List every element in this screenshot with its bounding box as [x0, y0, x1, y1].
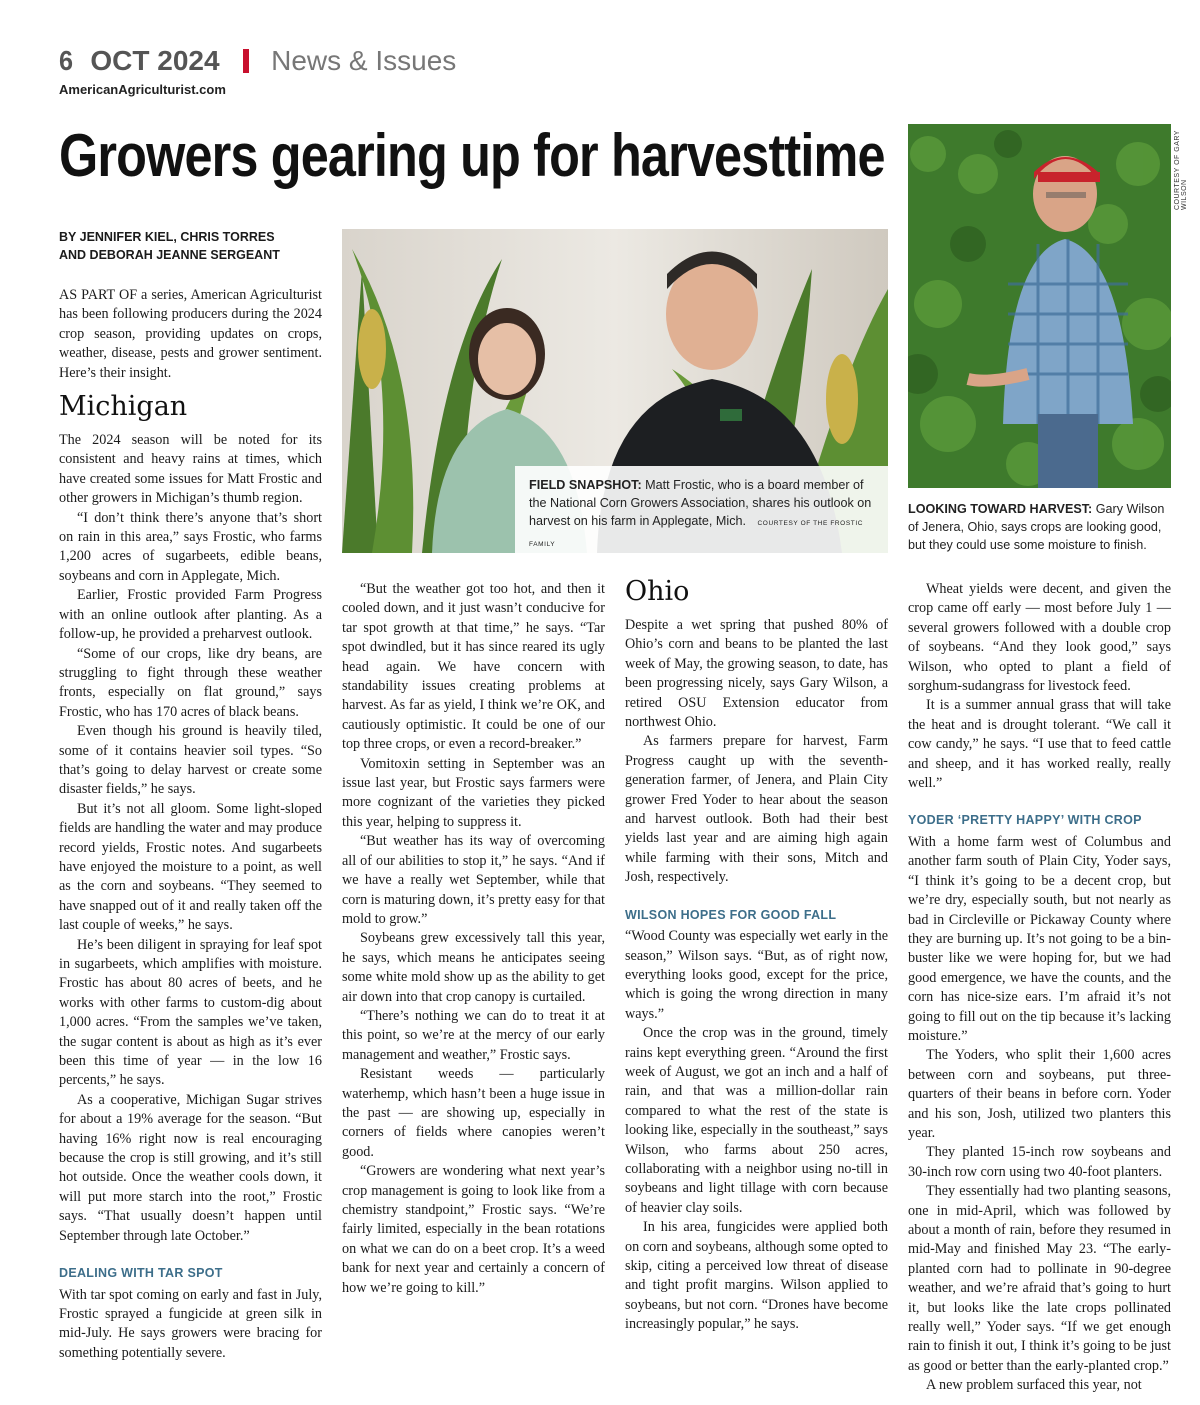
paragraph: The 2024 season will be noted for its consistent and heavy rains at times, which have created some issues for Matt Frostic and other growers in Michigan’s thumb region.: [59, 432, 322, 507]
paragraph: With a home farm west of Columbus and another farm south of Plain City, Yoder says, “I think it’s going to be a decent crop, but we’re dry, especially south, but not nearly as bad in Circleville or Pickaway County where they are burning up. It’s not going to be a bin-buster like we were hoping for, but we had good emergence, we have the counts, and the corn has nice-size ears. I’m afraid it’s not going to fill out on the tip because it’s lacking moisture.”: [908, 833, 1171, 1044]
paragraph: It is a summer annual grass that will take the heat and is drought tolerant. “We call it cow candy,” he says. “I use that to feed cattle and sheep, and it has worked really, really well.”: [908, 697, 1171, 792]
paragraph: Soybeans grew excessively tall this year, he says, which means he anticipates seeing some white mold show up as the ability to get air down into that crop canopy is curtailed.: [342, 930, 605, 1005]
paragraph: But it’s not all gloom. Some light-sloped fields are handling the water and may produce record yields, Frostic notes. And sugarbeets have enjoyed the moisture to a point, as well as the corn and soybeans. “They seemed to have snapped out of it and really taken off the last couple of weeks,” he says.: [59, 800, 322, 934]
paragraph: As a cooperative, Michigan Sugar strives for about a 19% average for the season. “But having 16% right now is real encouraging because the crop is still growing, and it’s still hot outside. Once the weather cools down, it will put more starch into the root,” Frostic says. “That usually doesn’t happen until September through late October.”: [59, 1091, 322, 1244]
paragraph: Despite a wet spring that pushed 80% of Ohio’s corn and beans to be planted the last week of May, the growing season, to date, has been progressing nicely, says Gary Wilson, a retired OSU Extension educator from northwest Ohio.: [625, 617, 888, 731]
issue-date: OCT 2024: [90, 45, 220, 76]
paragraph: “But weather has its way of overcoming all of our abilities to stop it,” he says. “And if we have a really wet September, while that corn is maturing down, it’s pretty easy for that mold to grow.”: [342, 833, 605, 927]
michigan-heading: Michigan: [59, 391, 188, 423]
page-header: [59, 44, 456, 78]
caption-label: LOOKING TOWARD HARVEST:: [908, 502, 1093, 516]
yoder-heading: YODER ‘PRETTY HAPPY’ WITH CROP: [908, 813, 1142, 828]
photo-wilson-credit: COURTESY OF GARY WILSON: [1174, 130, 1188, 210]
page-number: 6: [59, 45, 74, 76]
byline-line-2: AND DEBORAH JEANNE SERGEANT: [59, 248, 280, 262]
column-1: [59, 286, 322, 1363]
paragraph: In his area, fungicides were applied both on corn and soybeans, although some opted to skip, citing a perceived low threat of disease and tight profit margins. Wilson applied to soybeans, but not corn. “Drones have become increasingly popular,” he says.: [625, 1219, 888, 1333]
paragraph: Once the crop was in the ground, timely rains kept everything green. “Around the first week of August, we got an inch and a half of rain, and that was a million-dollar rain compared to what the rest of the state is looking like, especially in the southeast,” says Wilson, who farms about 250 acres, collaborating with a neighbor using no-till in soybeans and light tillage with corn because of heavier clay soils.: [625, 1025, 888, 1216]
section-name: News & Issues: [271, 45, 457, 76]
column-4: [908, 580, 1171, 1396]
paragraph: “I don’t think there’s anyone that’s short on rain in this area,” says Frostic, who farms 1,200 acres of sugarbeets, edible beans, soybeans and corn in Applegate, Mich.: [59, 509, 322, 584]
website-url[interactable]: AmericanAgriculturist.com: [59, 82, 226, 97]
paragraph: Even though his ground is heavily tiled, some of it contains heavier soil types. “So that’s going to delay harvest or create some disaster fields,” he says.: [59, 723, 322, 798]
paragraph: “Some of our crops, like dry beans, are struggling to fight through these weather fronts, especially on flat ground,” says Frostic, who has 170 acres of black beans.: [59, 645, 322, 720]
photo-frostic-caption: [515, 466, 893, 560]
paragraph: “There’s nothing we can do to treat it at this point, so we’re at the mercy of our early management and weather,” Frostic says.: [342, 1007, 605, 1063]
caption-text: Gary Wilson of Jenera, Ohio, says crops are looking good, but they could use some moisture to finish.: [908, 502, 1165, 552]
paragraph: They planted 15-inch row soybeans and 30-inch row corn using two 40-foot planters.: [908, 1144, 1171, 1180]
photo-wilson: [908, 124, 1171, 488]
paragraph: As farmers prepare for harvest, Farm Progress caught up with the seventh-generation farmer, of Jenera, and Plain City grower Fred Yoder to hear about the season and harvest outlook. Both had their best yields last year and are aiming high again while farming with their sons, Mitch and Josh, respectively.: [625, 733, 888, 886]
column-2: [342, 580, 605, 1298]
byline-line-1: BY JENNIFER KIEL, CHRIS TORRES: [59, 230, 275, 244]
headline: Growers gearing up for harvesttime: [59, 122, 885, 189]
paragraph: The Yoders, who split their 1,600 acres between corn and soybeans, put three-quarters of their beans in before corn. Yoder and his son, Josh, utilized two planters this year.: [908, 1047, 1171, 1141]
paragraph: Vomitoxin setting in September was an issue last year, but Frostic says farmers were more cognizant of the varieties they picked this year, helping to suppress it.: [342, 755, 605, 830]
paragraph: “Wood County was especially wet early in the season,” Wilson says. “But, as of right now, everything looks good, except for the price, which is going the wrong direction in many ways.”: [625, 928, 888, 1022]
tar-spot-heading: DEALING WITH TAR SPOT: [59, 1266, 223, 1281]
photo-wilson-caption: [908, 500, 1171, 554]
paragraph: Wheat yields were decent, and given the crop came off early — most before July 1 — several growers followed with a double crop of soybeans. “And they look good,” says Wilson, who opted to plant a field of sorghum-sudangrass for livestock feed.: [908, 581, 1171, 695]
photo-credit: COURTESY OF THE FROSTIC FAMILY: [529, 520, 864, 548]
paragraph: Resistant weeds — particularly waterhemp, which hasn’t been a huge issue in the past — are showing up, especially in corners of fields where canopies weren’t good.: [342, 1066, 605, 1160]
paragraph: Earlier, Frostic provided Farm Progress with an online outlook after planting. As a follow-up, he provided a preharvest outlook.: [59, 587, 322, 643]
byline: [59, 228, 329, 264]
wilson-heading: WILSON HOPES FOR GOOD FALL: [625, 907, 837, 922]
header-divider: [243, 49, 249, 73]
column-3: [625, 575, 888, 1335]
ohio-heading: Ohio: [625, 576, 690, 607]
paragraph: “Growers are wondering what next year’s crop management is going to look like from a chemistry standpoint,” Frostic says. “We’re fairly limited, especially in the bean rotations on what we can do on a beet crop. It’s a weed bank for next year and certainly a concern of how we’re going to kill.”: [342, 1163, 605, 1296]
paragraph: With tar spot coming on early and fast in July, Frostic sprayed a fungicide at green silk in mid-July. He says growers were bracing for something potentially severe.: [59, 1286, 322, 1361]
paragraph: They essentially had two planting seasons, one in mid-April, which was followed by about a month of rain, before they resumed in mid-May and finished May 23. “The early-planted corn had to pollinate in 90-degree weather, and we’re afraid that’s going to hurt it, but looks like the late crops pollinated really well,” Yoder says. “If we get enough rain to finish it out, I think it’s going to be just as good or better than the early-planted crop.”: [908, 1183, 1171, 1374]
photo-wilson-image: [908, 124, 1171, 488]
caption-label: FIELD SNAPSHOT:: [529, 478, 642, 492]
intro-paragraph: AS PART OF a series, American Agriculturist has been following producers during the 2024 crop season, providing updates on crops, weather, disease, pests and grower sentiment. Here’s their insight.: [59, 287, 322, 381]
paragraph: “But the weather got too hot, and then it cooled down, and it just wasn’t conducive for tar spot growth at that time,” he says. “Tar spot dwindled, but it has since reared its ugly head again. We have concern with standability issues creating problems at harvest. As far as yield, I think we’re OK, and cautiously optimistic. It could be one of our top three crops, or even a record-breaker.”: [342, 581, 605, 753]
paragraph: A new problem surfaced this year, not: [926, 1377, 1142, 1394]
caption-text: Matt Frostic, who is a board member of the National Corn Growers Association, shares his outlook on harvest on his farm in Applegate, Mich.: [529, 478, 872, 528]
paragraph: He’s been diligent in spraying for leaf spot in sugarbeets, which amplifies with moisture. Frostic has about 80 acres of beets, and he works with other farms to custom-dig about 1,000 acres. “From the samples we’ve taken, the sugar content is about as high as it’s ever been this time of year — in the low 16 percents,” he says.: [59, 936, 322, 1089]
